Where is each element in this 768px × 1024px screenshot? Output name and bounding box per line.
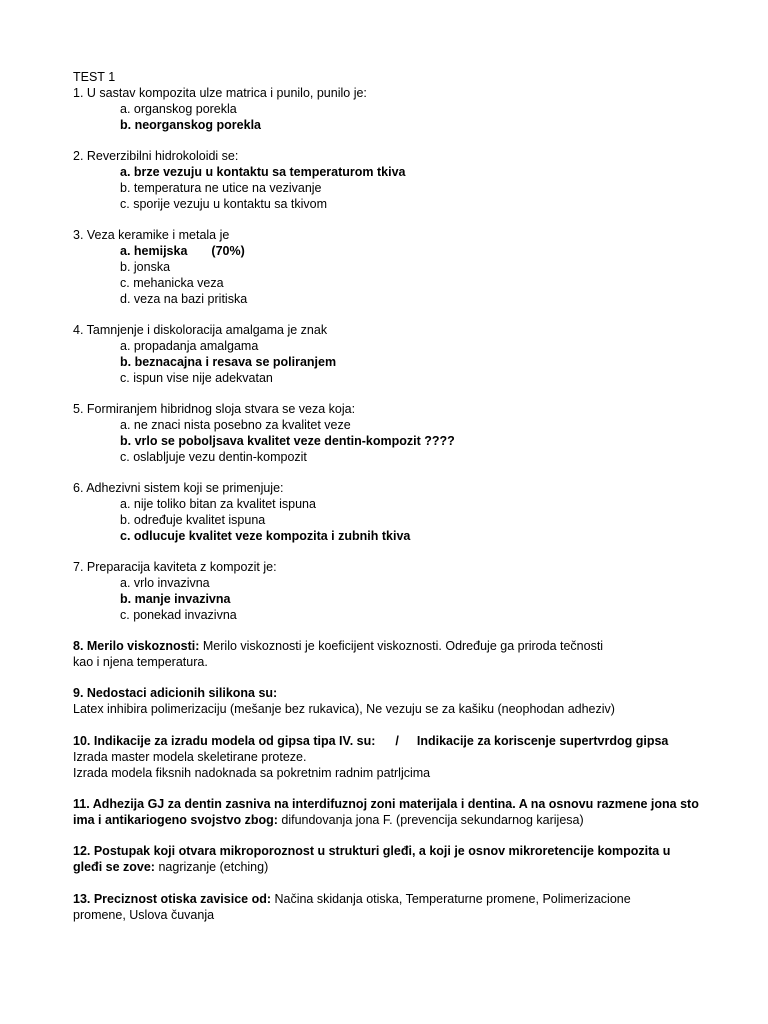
- answer-option-correct: b. vrlo se poboljsava kvalitet veze dentin-kompozit ????: [120, 434, 455, 448]
- answer-option: a. propadanja amalgama: [120, 339, 259, 353]
- answer-option: b. jonska: [120, 260, 171, 274]
- answer-text: Merilo viskoznosti je koeficijent viskoznosti. Određuje ga priroda tečnosti: [199, 639, 604, 653]
- question-label: 11. Adhezija GJ za dentin zasniva na interdifuznoj zoni materijala i dentina. A na osnovu razmene jona sto: [73, 797, 699, 811]
- question-text: 7. Preparacija kaviteta z kompozit je:: [73, 560, 277, 574]
- question-10: [73, 733, 733, 781]
- answer-option: c. mehanicka veza: [120, 276, 224, 290]
- question-text: 3. Veza keramike i metala je: [73, 228, 230, 242]
- answer-option: c. oslabljuje vezu dentin-kompozit: [120, 450, 307, 464]
- answer-text: Izrada modela fiksnih nadoknada sa pokretnim radnim patrljcima: [73, 766, 431, 780]
- answer-option: b. određuje kvalitet ispuna: [120, 513, 266, 527]
- question-11: [73, 796, 733, 828]
- answer-text: kao i njena temperatura.: [73, 655, 208, 669]
- question-8: [73, 638, 733, 670]
- answer-option-correct: b. neorganskog porekla: [120, 118, 262, 132]
- answer-option-correct: a. hemijska: [120, 244, 188, 258]
- answer-option: a. vrlo invazivna: [120, 576, 210, 590]
- question-label: 12. Postupak koji otvara mikroporoznost u strukturi gleđi, a koji je osnov mikroretencije kompozita u: [73, 844, 671, 858]
- question-text: 2. Reverzibilni hidrokoloidi se:: [73, 149, 239, 163]
- question-6: [73, 480, 733, 544]
- question-text: 4. Tamnjenje i diskoloracija amalgama je znak: [73, 323, 328, 337]
- answer-text: promene, Uslova čuvanja: [73, 908, 215, 922]
- answer-option-correct: b. beznacajna i resava se poliranjem: [120, 355, 337, 369]
- question-7: [73, 559, 733, 623]
- answer-option: a. nije toliko bitan za kvalitet ispuna: [120, 497, 316, 511]
- separator-slash: /: [395, 734, 399, 748]
- answer-option: c. ponekad invazivna: [120, 608, 237, 622]
- answer-option: a. ne znaci nista posebno za kvalitet veze: [120, 418, 351, 432]
- answer-text: Izrada master modela skeletirane proteze.: [73, 750, 307, 764]
- answer-option: a. organskog porekla: [120, 102, 237, 116]
- question-text: 1. U sastav kompozita ulze matrica i punilo, punilo je:: [73, 86, 367, 100]
- question-12: [73, 843, 733, 875]
- question-label-alt: Indikacije za koriscenje supertvrdog gipsa: [416, 734, 669, 748]
- question-5: [73, 401, 733, 465]
- question-label: ima i antikariogeno svojstvo zbog:: [73, 813, 278, 827]
- document-title: TEST 1: [73, 70, 116, 84]
- question-9: [73, 685, 733, 717]
- answer-text: difundovanja jona F. (prevencija sekundarnog karijesa): [277, 813, 584, 827]
- answer-percentage: (70%): [211, 244, 245, 258]
- question-4: [73, 322, 733, 386]
- answer-option-correct: b. manje invazivna: [120, 592, 231, 606]
- answer-option-row: [73, 243, 733, 259]
- answer-option-correct: c. odlucuje kvalitet veze kompozita i zubnih tkiva: [120, 529, 411, 543]
- question-3: [73, 227, 733, 307]
- question-1: [73, 85, 733, 133]
- answer-option: c. ispun vise nije adekvatan: [120, 371, 273, 385]
- question-text: 5. Formiranjem hibridnog sloja stvara se veza koja:: [73, 402, 356, 416]
- answer-option: d. veza na bazi pritiska: [120, 292, 248, 306]
- answer-text: Načina skidanja otiska, Temperaturne promene, Polimerizacione: [271, 892, 631, 906]
- answer-option-correct: a. brze vezuju u kontaktu sa temperaturom tkiva: [120, 165, 406, 179]
- question-label: gleđi se zove:: [73, 860, 155, 874]
- question-label: 8. Merilo viskoznosti:: [73, 639, 200, 653]
- question-label: 10. Indikacije za izradu modela od gipsa tipa IV. su:: [73, 734, 376, 748]
- question-13: [73, 891, 733, 923]
- question-2: [73, 148, 733, 212]
- question-label: 13. Preciznost otiska zavisice od:: [73, 892, 271, 906]
- answer-option: b. temperatura ne utice na vezivanje: [120, 181, 322, 195]
- answer-text: Latex inhibira polimerizaciju (mešanje bez rukavica), Ne vezuju se za kašiku (neophodan adheziv): [73, 702, 615, 716]
- question-label: 9. Nedostaci adicionih silikona su:: [73, 686, 278, 700]
- question-text: 6. Adhezivni sistem koji se primenjuje:: [73, 481, 284, 495]
- answer-text: nagrizanje (etching): [154, 860, 269, 874]
- answer-option: c. sporije vezuju u kontaktu sa tkivom: [120, 197, 328, 211]
